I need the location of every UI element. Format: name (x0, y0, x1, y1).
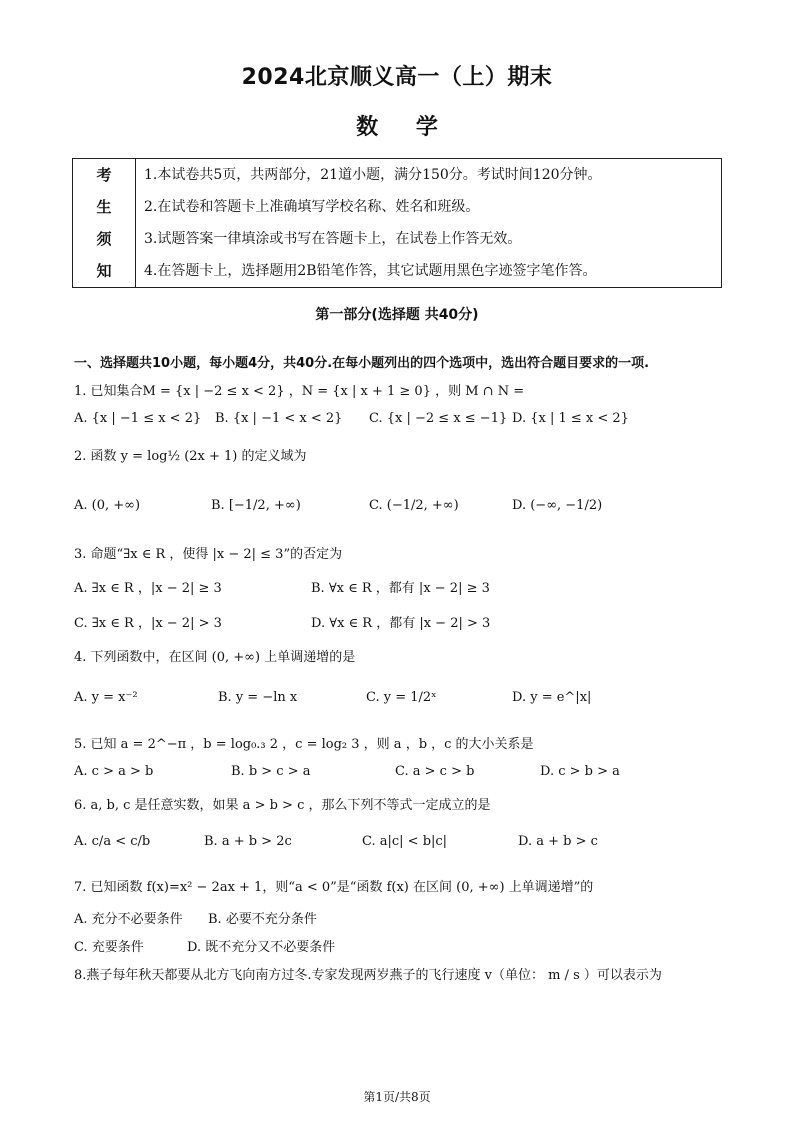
question-7-stem: 7. 已知函数 f(x)=x² − 2ax + 1，则“a < 0”是“函数 f(x) 在区间 (0, +∞) 上单调递增”的 (74, 880, 594, 895)
notice-item: 4.在答题卡上，选择题用2B铅笔作答，其它试题用黑色字迹签字笔作答。 (144, 263, 597, 279)
question-7-option-c: C. 充要条件 (74, 940, 144, 955)
notice-label: 知 (96, 262, 112, 280)
notice-item: 3.试题答案一律填涂或书写在答题卡上，在试卷上作答无效。 (144, 231, 522, 247)
page-footer: 第1页/共8页 (363, 1090, 431, 1104)
question-6-option-d: D. a + b > c (518, 834, 598, 849)
question-4-option-b: B. y = −ln x (218, 690, 298, 705)
question-6-option-b: B. a + b > 2c (204, 834, 292, 849)
page-title: 2024北京顺义高一（上）期末 (241, 65, 553, 90)
question-4-stem: 4. 下列函数中，在区间 (0, +∞) 上单调递增的是 (74, 650, 356, 665)
question-5-option-a: A. c > a > b (74, 764, 154, 779)
question-2-stem: 2. 函数 y = log½ (2x + 1) 的定义域为 (74, 449, 307, 464)
question-1-option-a: A. {x | −1 ≤ x < 2} (74, 411, 202, 426)
part1-instruction: 一、选择题共10小题，每小题4分，共40分.在每小题列出的四个选项中，选出符合题目要求的一项. (74, 356, 650, 371)
notice-label: 生 (96, 198, 112, 216)
question-7-option-d: D. 既不充分又不必要条件 (187, 940, 336, 955)
subject-title: 数 学 (356, 115, 438, 140)
notice-item: 1.本试卷共5页，共两部分，21道小题，满分150分。考试时间120分钟。 (144, 167, 602, 183)
question-6-option-a: A. c/a < c/b (74, 834, 151, 849)
notice-item: 2.在试卷和答题卡上准确填写学校名称、姓名和班级。 (144, 199, 480, 215)
question-5-option-d: D. c > b > a (540, 764, 620, 779)
question-7-option-a: A. 充分不必要条件 (74, 912, 183, 927)
part1-title: 第一部分(选择题 共40分) (315, 307, 479, 323)
question-6-stem: 6. a, b, c 是任意实数，如果 a > b > c ，那么下列不等式一定成立的是 (74, 798, 491, 813)
question-2-option-d: D. (−∞, −1/2) (512, 498, 603, 513)
question-5-option-c: C. a > c > b (395, 764, 475, 779)
question-5-option-b: B. b > c > a (231, 764, 311, 779)
question-6-option-c: C. a|c| < b|c| (362, 834, 448, 849)
question-8-stem: 8.燕子每年秋天都要从北方飞向南方过冬.专家发现两岁燕子的飞行速度 v（单位： m / s ）可以表示为 (74, 968, 662, 983)
question-4-option-c: C. y = 1/2ˣ (366, 690, 437, 705)
question-3-stem: 3. 命题“∃x ∈ R ，使得 |x − 2| ≤ 3”的否定为 (74, 547, 343, 562)
question-5-stem: 5. 已知 a = 2^−π ，b = log₀.₃ 2 ，c = log₂ 3 ，则 a ，b ，c 的大小关系是 (74, 737, 534, 752)
exam-notice-table (72, 158, 722, 288)
question-2-option-c: C. (−1/2, +∞) (369, 498, 459, 513)
question-1-option-c: C. {x | −2 ≤ x ≤ −1} (369, 411, 508, 426)
question-3-option-a: A. ∃x ∈ R ，|x − 2| ≥ 3 (74, 581, 222, 596)
question-2-option-a: A. (0, +∞) (74, 498, 141, 513)
question-7-option-b: B. 必要不充分条件 (208, 912, 317, 927)
question-4-option-a: A. y = x⁻² (74, 690, 138, 705)
notice-label: 考 (96, 166, 112, 184)
question-1-option-b: B. {x | −1 < x < 2} (215, 411, 343, 426)
notice-label: 须 (96, 230, 112, 248)
question-3-option-c: C. ∃x ∈ R ，|x − 2| > 3 (74, 616, 222, 631)
question-1-option-d: D. {x | 1 ≤ x < 2} (512, 411, 629, 426)
question-3-option-d: D. ∀x ∈ R ，都有 |x − 2| > 3 (311, 616, 491, 631)
question-4-option-d: D. y = e^|x| (512, 690, 592, 705)
question-1-stem: 1. 已知集合M = {x | −2 ≤ x < 2} ，N = {x | x + 1 ≥ 0} ，则 M ∩ N = (74, 384, 525, 399)
question-2-option-b: B. [−1/2, +∞) (211, 498, 301, 513)
notice-items-column (136, 159, 722, 288)
notice-label-column (73, 159, 136, 288)
question-3-option-b: B. ∀x ∈ R ，都有 |x − 2| ≥ 3 (311, 581, 490, 596)
